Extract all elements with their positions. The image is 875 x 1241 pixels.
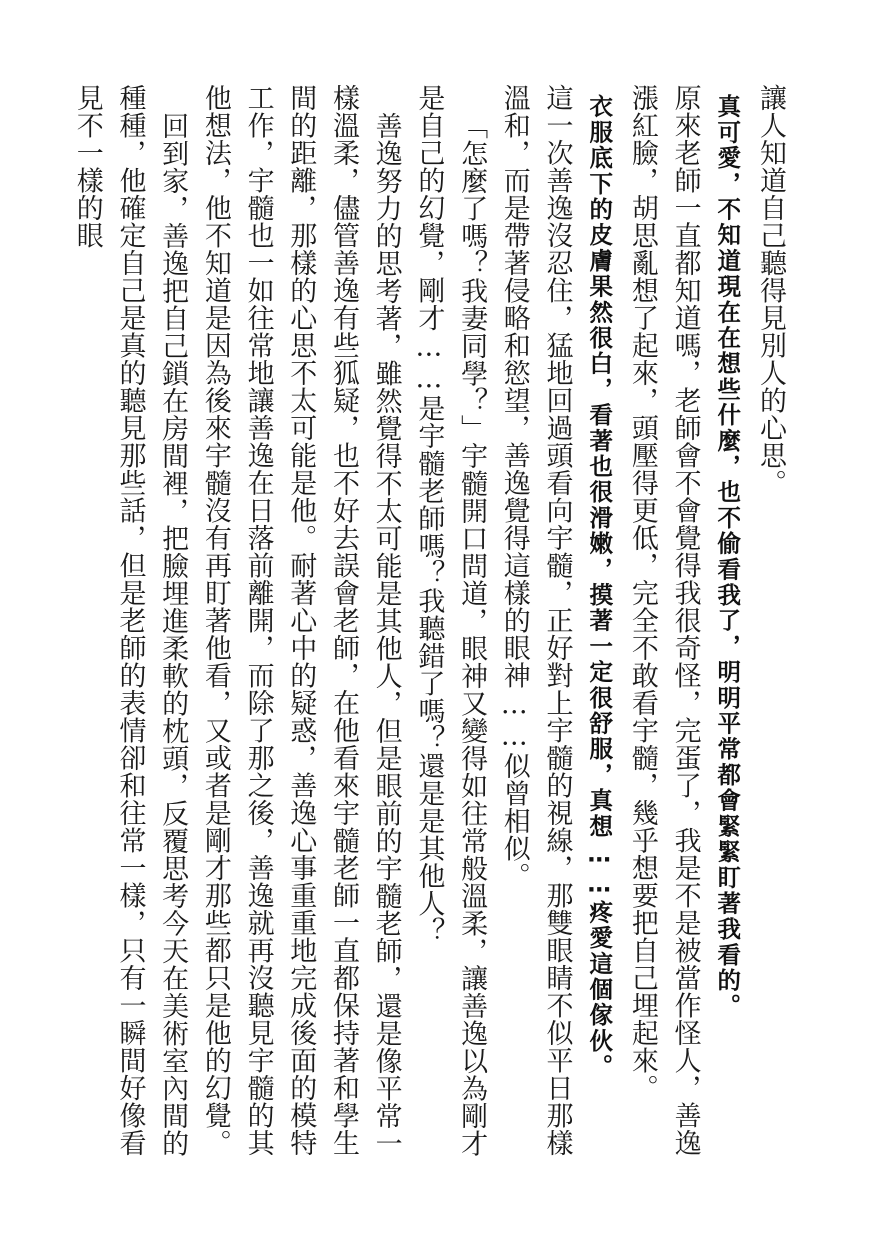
paragraph-2-inner-thought: 真可愛，不知道現在在想些什麼，也不偷看我了，明明平常都會緊緊盯著我看的。 [713, 94, 742, 1020]
paragraph-8: 回到家，善逸把自己鎖在房間裡，把臉埋進柔軟的枕頭，反覆思考今天在美術室內間的種種，他確定自己是真的聽見那些話，但是老師的表情卻和往常一樣，只有一瞬間好像看見不一樣的眼 [71, 84, 189, 1158]
paragraph-6-dialogue: 「怎麼了嗎？我妻同學？」宇髓開口問道，眼神又變得如往常般溫柔，讓善逸以為剛才是自己的幻覺，剛才……是宇髓老師嗎？我聽錯了嗎？還是是其他人？ [413, 84, 488, 1158]
vertical-text-body [65, 84, 791, 1174]
paragraph-3: 原來老師一直都知道嗎，老師會不會覺得我很奇怪，完蛋了，我是不是被當作怪人，善逸漲紅臉，胡思亂想了起來，頭壓得更低，完全不敢看宇髓，幾乎想要把自己埋起來。 [626, 84, 701, 1157]
paragraph-7: 善逸努力的思考著，雖然覺得不太可能是其他人，但是眼前的宇髓老師，還是像平常一樣溫柔，儘管善逸有些狐疑，也不好去誤會老師，在他看來宇髓老師一直都保持著和學生間的距離，那樣的心思不太可能是他。耐著心中的疑惑，善逸心事重重地完成後面的模特工作，宇髓也一如往常地讓善逸在日落前離開，而除了那之後，善逸就再沒聽見宇髓的其他想法，他不知道是因為後來宇髓沒有再盯著他看，又或者是剛才那些都只是他的幻覺。 [199, 84, 402, 1158]
paragraph-1: 讓人知道自己聽得見別人的心思。 [755, 84, 786, 497]
paragraph-4-inner-thought: 衣服底下的皮膚果然很白，看著也很滑嫩，摸著一定很舒服，真想……疼愛這個傢伙。 [585, 94, 614, 1080]
paragraph-5: 這一次善逸沒忍住，猛地回過頭看向宇髓，正好對上宇髓的視線，那雙眼睛不似平日那樣溫和，而是帶著侵略和慾望，善逸覺得這樣的眼神……似曾相似。 [498, 84, 573, 1157]
